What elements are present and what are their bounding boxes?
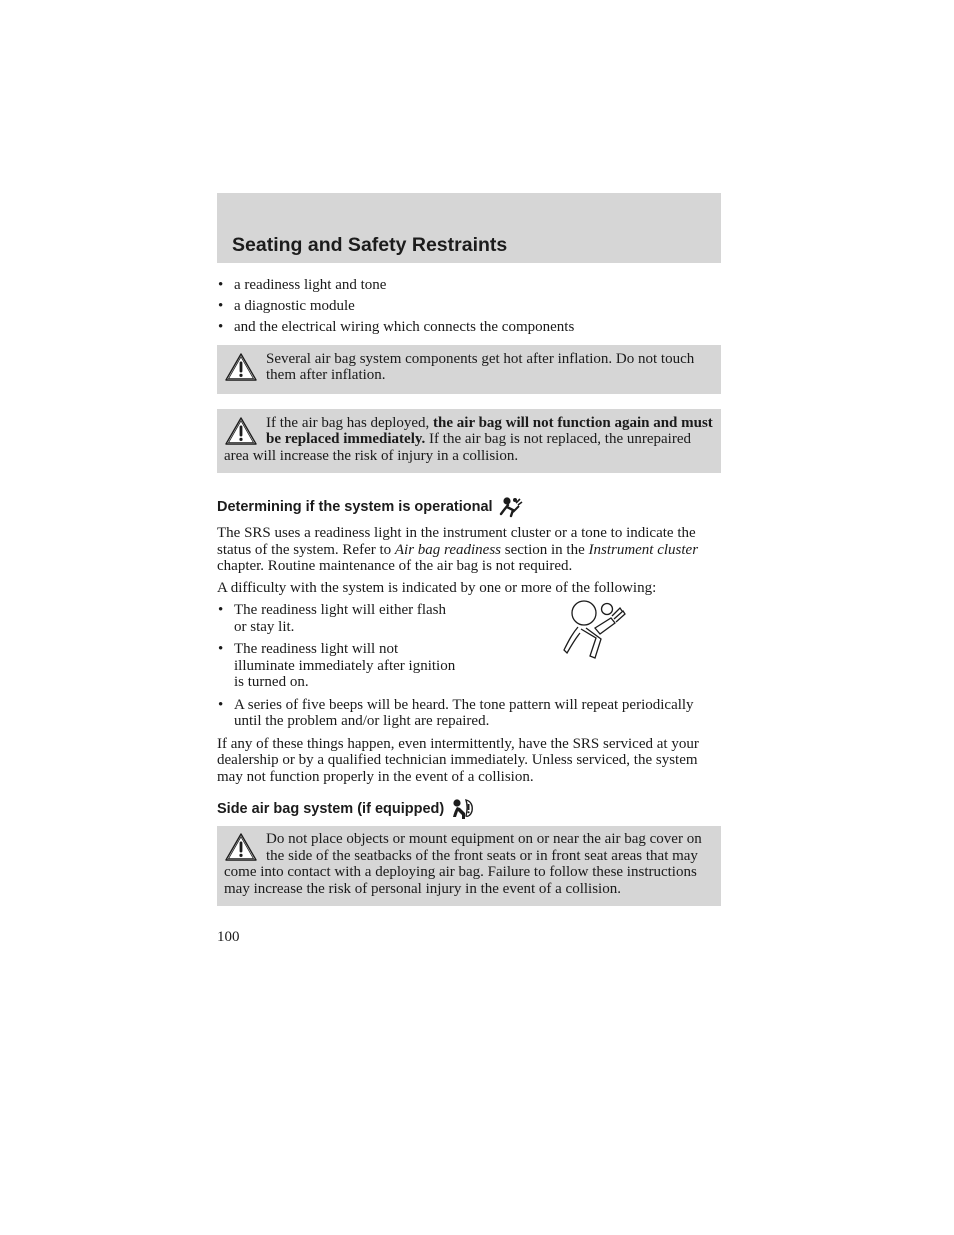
warning-triangle-icon [224,416,258,446]
section-heading-text: Determining if the system is operational [217,499,493,515]
page-number: 100 [217,929,240,945]
manual-page [217,193,721,946]
warning-text [224,415,714,465]
warning-text: Several air bag system components get hot after inflation. Do not touch them after inflation. [266,350,695,383]
list-item: • a readiness light and tone [217,277,721,294]
paragraph: A difficulty with the system is indicated by one or more of the following: [217,579,657,596]
warning-box-side-airbag [217,826,721,906]
list-item: • The readiness light will either flash or stay lit. [217,602,457,635]
section-title: Seating and Safety Restraints [232,234,508,256]
intro-bullet-list [217,277,721,336]
paragraph: If any of these things happen, even intermittently, have the SRS serviced at your dealership or by a qualified technician immediately. Unless serviced, the system may not function properly in the event of a collision. [217,735,699,785]
section-heading-operational [217,496,721,518]
list-item: • The readiness light will not illuminate immediately after ignition is turned on. [217,641,457,691]
list-item: • a diagnostic module [217,298,721,315]
list-item: • A series of five beeps will be heard. The tone pattern will repeat periodically until the problem and/or light are repaired. [217,697,721,730]
italic-reference: Air bag readiness [394,541,501,558]
paragraph [217,525,721,575]
warning-text-bold: the air bag will not function again and must be replaced immediately. [266,414,713,447]
side-airbag-icon [450,798,474,820]
airbag-readiness-figure [562,598,632,660]
section-heading-text: Side air bag system (if equipped) [217,801,445,817]
symptom-bullet-list-cont [217,697,721,730]
warning-text-post: If the air bag is not replaced, the unrepaired area will increase the risk of injury in a collision. [224,431,691,464]
airbag-icon [499,496,523,518]
section-header-band [217,193,721,263]
warning-triangle-icon [224,352,258,382]
bullets-with-figure [217,602,721,691]
warning-triangle-icon [224,832,258,862]
warning-text: Do not place objects or mount equipment on or near the air bag cover on the side of the seatbacks of the front seats or in front seat areas that may come into contact with a deploying air bag. Failure to follow these instructions may increase the risk of personal injury in the event of a collision. [224,831,702,897]
italic-reference: Instrument cluster [588,541,699,558]
symptom-bullet-list [217,602,457,691]
section-heading-side-airbag [217,798,721,820]
warning-box-deployed [217,409,721,474]
text-run: section in the [501,541,589,558]
list-item: • and the electrical wiring which connects the components [217,319,721,336]
text-run: The SRS uses a readiness light in the instrument cluster or a tone to indicate the status of the system. Refer to [217,525,696,558]
text-run: chapter. Routine maintenance of the air bag is not required. [217,558,573,574]
warning-box-hot-components [217,345,721,394]
warning-text-pre: If the air bag has deployed, [266,414,434,431]
